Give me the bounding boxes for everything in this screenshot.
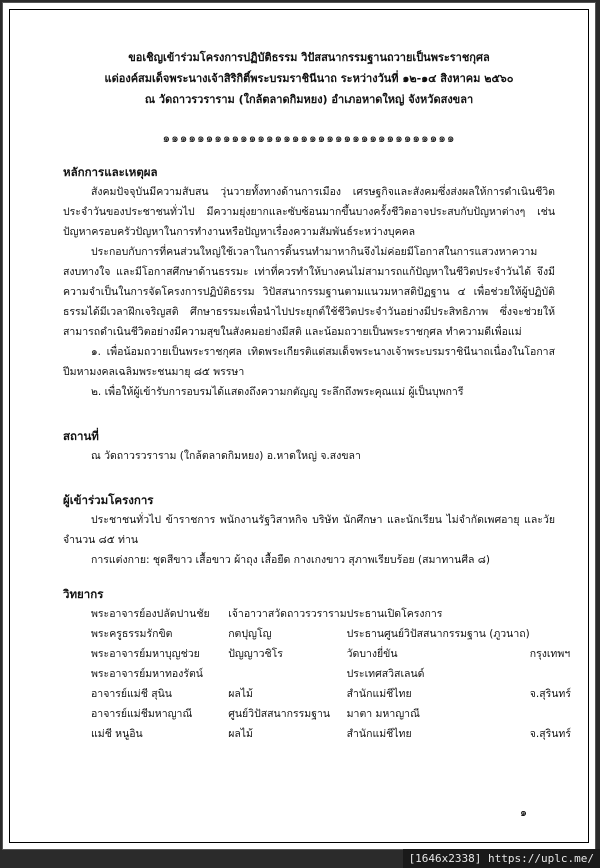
speaker-title: เจ้าอาวาสวัดถาวรวราราม (228, 608, 347, 620)
title-line-3: ณ วัดถาวรวราราม (ใกล้ตลาดกิมหยง) อำเภอหาดใหญ่ จังหวัดสงขลา (144, 93, 474, 106)
speaker-affiliation: มาตา มหาญาณี (346, 708, 420, 720)
speaker-title: ปัญญาวชิโร (228, 648, 283, 660)
dress-code-text: การแต่งกาย: ชุดสีขาว เสื้อขาว ผ้าถุง เสื้อยืด กางเกงขาว สุภาพเรียบร้อย (สมาทานศีล ๘) (91, 554, 490, 566)
objective-item-1: ๑. เพื่อน้อมถวายเป็นพระราชกุศล เทิดพระเกียรติแด่สมเด็จพระนางเจ้าพระบรมราชินีนาถเนื่องในโอกาสปีมหามงคลเฉลิมพระชนมายุ ๘๕ พรรษา (63, 346, 555, 378)
page-number: ๑ (520, 806, 527, 819)
venue-heading: สถานที่ (63, 429, 99, 443)
principles-heading: หลักการและเหตุผล (63, 165, 158, 179)
speaker-name: พระครูธรรมรักขิต (91, 628, 173, 640)
speaker-affiliation: สำนักแม่ชีไทย (346, 688, 412, 700)
principles-paragraph-1: สังคมปัจจุบันมีความสับสน วุ่นวายทั้งทางด้านการเมือง เศรษฐกิจและสังคมซึ่งส่งผลให้การดำเนินชีวิตประจำวันของประชาชนทั่วไป มีความยุ่งยากและซับซ้อนมากขึ้นบางครั้งชีวิตอาจประสบกับปัญหาต่างๆ เช่น ปัญหาครอบครัวปัญหาในการทำงานหรือปัญหาเรื่องความสัมพันธ์ระหว่างบุคคล (63, 186, 555, 238)
speaker-location (530, 664, 571, 684)
document-page (2, 2, 596, 850)
speaker-row (91, 664, 571, 684)
speaker-row (91, 724, 571, 744)
speaker-name: อาจารย์แม่ชีมหาญาณี (91, 708, 193, 720)
speaker-title: ผลไม้ (228, 728, 253, 740)
speaker-title (228, 664, 346, 684)
speaker-affiliation: ประเทศสวิสเลนด์ (346, 668, 425, 680)
participants-text: ประชาชนทั่วไป ข้าราชการ พนักงานรัฐวิสาหกิจ บริษัท นักศึกษา และนักเรียน ไม่จำกัดเพศอายุ และวัย จำนวน ๘๕ ท่าน (63, 514, 555, 546)
speakers-heading: วิทยากร (63, 587, 104, 601)
image-watermark: [1646x2338] https://uplc.me/ (403, 849, 600, 868)
participants-heading: ผู้เข้าร่วมโครงการ (63, 493, 154, 507)
speaker-name: อาจารย์แม่ชี สุนิน (91, 688, 172, 700)
speaker-title: กตปุญโญ (228, 628, 272, 640)
speaker-affiliation: สำนักแม่ชีไทย (346, 728, 412, 740)
document-body (63, 47, 571, 744)
principles-paragraph-2: ประกอบกับการที่คนส่วนใหญ่ใช้เวลาในการดิ้นรนทำมาหากินจึงไม่ค่อยมีโอกาสในการแสวงหาความสงบทางใจ และมีโอกาสศึกษาด้านธรรมะ เท่าที่ควรทำให้บางคนไม่สามารถแก้ปัญหาในชีวิตประจำวันได้ จึงมีความจำเป็นในการจัดโครงการปฏิบัติธรรม วิปัสสนากรรมฐานตามแนวมหาสติปัฏฐาน ๔ เพื่อช่วยให้ผู้ปฏิบัติธรรมได้มีเวลาฝึกเจริญสติ ศึกษาธรรมะเพื่อนำไปประยุกต์ใช้ชีวิตประจำวันอย่างมีประสิทธิภาพ ซึ่งจะช่วยให้สามารถดำเนินชีวิตอย่างมีความสุขในสังคมอย่างมีสติ และน้อมถวายเป็นพระราชกุศล ทำความดีเพื่อแม่ (63, 246, 555, 338)
speaker-affiliation: ประธานศูนย์วิปัสสนากรรมฐาน (ภูวนาถ) (346, 628, 530, 640)
speaker-location (530, 604, 571, 624)
speaker-name: พระอาจารย์มหาทองรัตน์ (91, 668, 203, 680)
speaker-affiliation: ประธานเปิดโครงการ (346, 608, 443, 620)
speaker-row (91, 644, 571, 664)
speaker-title: ผลไม้ (228, 688, 253, 700)
speaker-location: จ.สุรินทร์ (529, 688, 571, 700)
speaker-row (91, 624, 571, 644)
speaker-name: แม่ชี หนูอิน (91, 728, 143, 740)
speaker-location (530, 624, 571, 644)
speaker-row (91, 684, 571, 704)
title-line-1: ขอเชิญเข้าร่วมโครงการปฏิบัติธรรม วิปัสสนากรรมฐานถวายเป็นพระราชกุศล (128, 51, 490, 64)
speaker-row (91, 604, 571, 624)
decorative-divider: ๑๑๑๑๑๑๑๑๑๑๑๑๑๑๑๑๑๑๑๑๑๑๑๑๑๑๑๑๑๑๑๑๑๑ (162, 131, 456, 145)
speaker-affiliation: วัดบางยี่ขัน (346, 648, 398, 660)
speaker-location: จ.สุรินทร์ (529, 728, 571, 740)
speaker-name: พระอาจารย์องปลัดปานชัย (91, 608, 210, 620)
speaker-location: กรุงเทพฯ (529, 648, 571, 660)
speaker-name: พระอาจารย์มหาบุญช่วย (91, 648, 200, 660)
speakers-table (91, 604, 571, 744)
objective-item-2: ๒. เพื่อให้ผู้เข้ารับการอบรมได้แสดงถึงความกตัญญู ระลึกถึงพระคุณแม่ ผู้เป็นบุพการี (91, 386, 464, 398)
title-line-2: แด่องค์สมเด็จพระนางเจ้าสิริกิติ์พระบรมราชินีนาถ ระหว่างวันที่ ๑๒-๑๔ สิงหาคม ๒๕๖๐ (104, 72, 514, 85)
speaker-row (91, 704, 571, 724)
venue-text: ณ วัดถาวรวราราม (ใกล้ตลาดกิมหยง) อ.หาดใหญ่ จ.สงขลา (91, 450, 361, 462)
speaker-title: ศูนย์วิปัสสนากรรมฐาน (228, 708, 331, 720)
speaker-location (530, 704, 571, 724)
